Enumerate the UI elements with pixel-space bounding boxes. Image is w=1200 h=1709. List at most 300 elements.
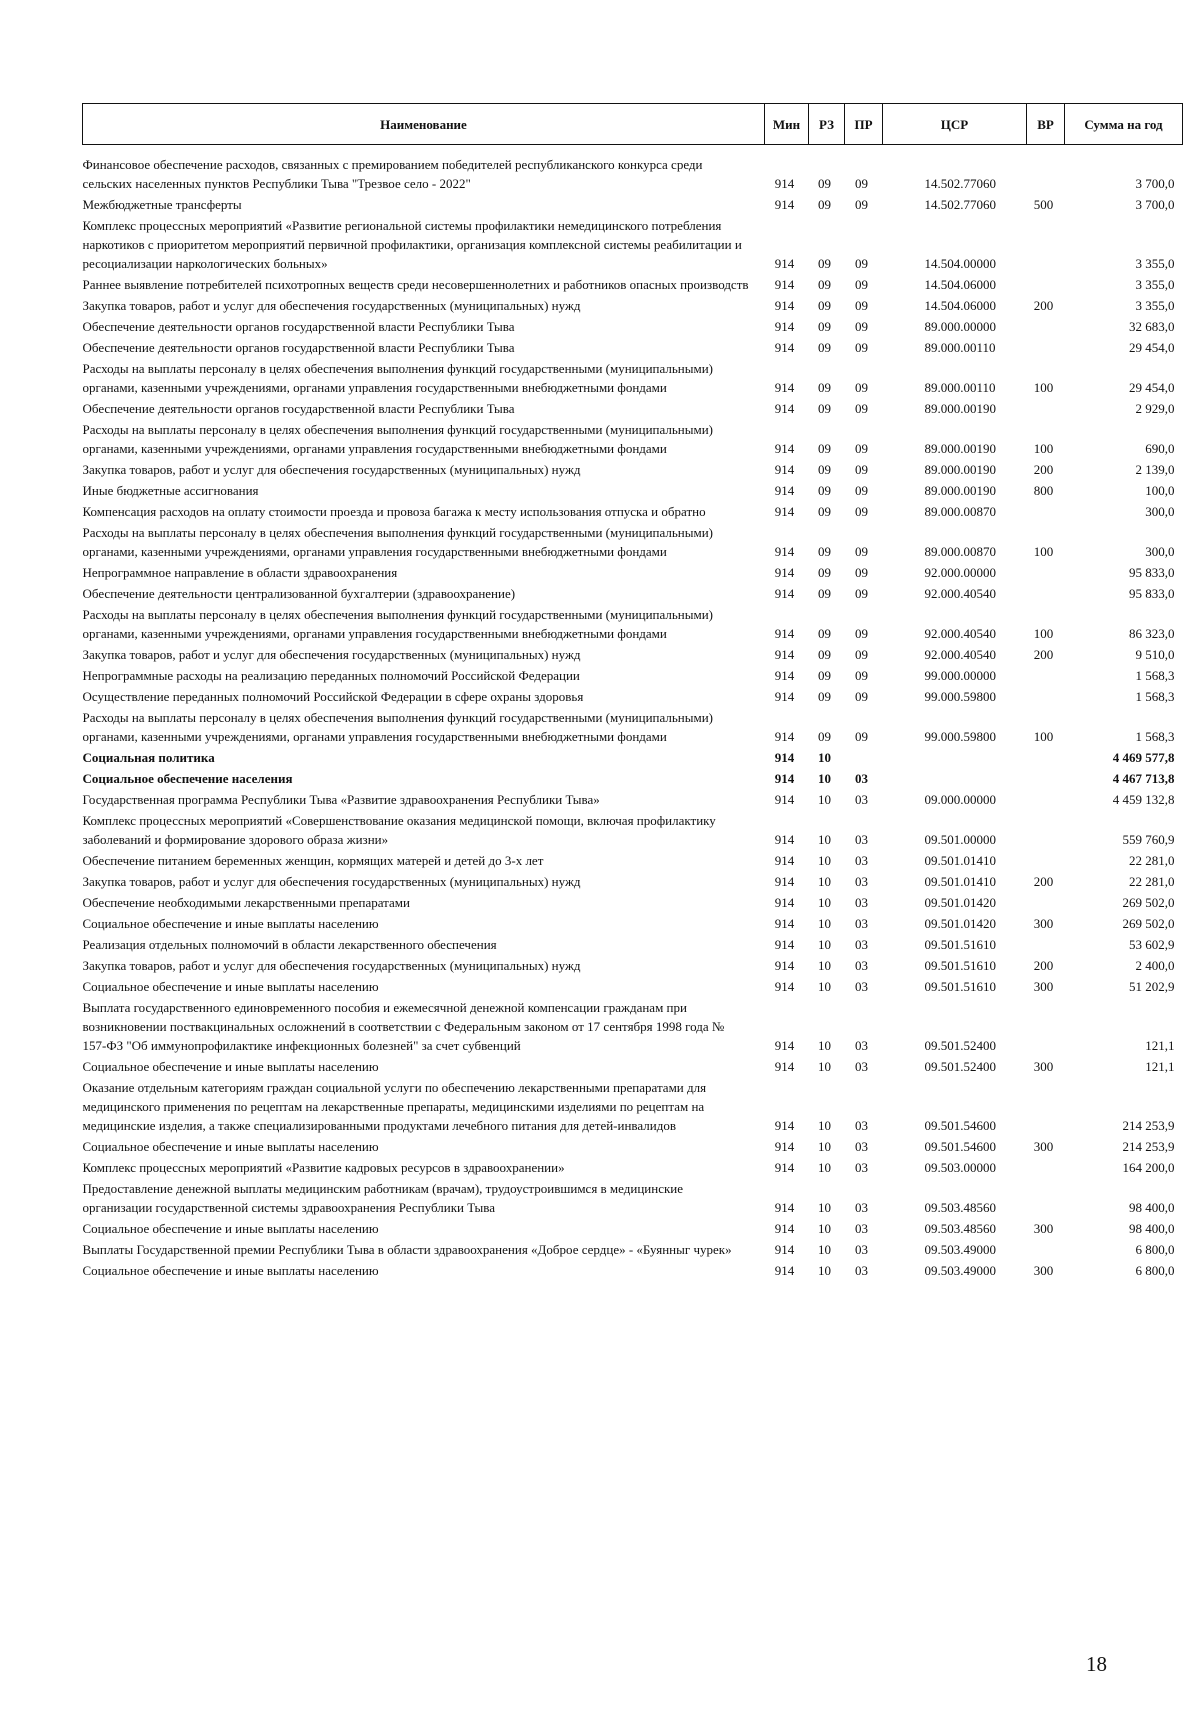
- cell-min: 914: [774, 1200, 795, 1215]
- cell-sum: 690,0: [1145, 441, 1175, 456]
- cell-pr: 03: [855, 916, 868, 931]
- table-row: [83, 747, 1183, 768]
- cell-min: 914: [774, 668, 795, 683]
- cell-csr: 89.000.00870: [924, 544, 996, 559]
- cell-vr: 100: [1033, 441, 1054, 456]
- header-min: Мин: [765, 104, 809, 145]
- cell-csr: 09.501.54600: [924, 1118, 996, 1133]
- cell-pr: 03: [855, 792, 868, 807]
- cell-csr: 92.000.40540: [924, 647, 996, 662]
- table-row: [83, 686, 1183, 707]
- cell-pr: 09: [855, 298, 868, 313]
- cell-sum: 214 253,9: [1122, 1139, 1175, 1154]
- table-row: [83, 1077, 1183, 1136]
- cell-csr: 09.501.01410: [924, 853, 996, 868]
- cell-pr: 03: [855, 853, 868, 868]
- cell-pr: 09: [855, 586, 868, 601]
- table-row: [83, 398, 1183, 419]
- cell-vr: [1027, 686, 1065, 707]
- cell-vr: 200: [1033, 462, 1054, 477]
- cell-rz: 10: [818, 771, 831, 786]
- cell-csr: 14.504.06000: [924, 277, 996, 292]
- cell-sum: 51 202,9: [1129, 979, 1175, 994]
- cell-vr: 100: [1033, 544, 1054, 559]
- cell-pr: 03: [855, 895, 868, 910]
- cell-vr: 300: [1033, 1221, 1054, 1236]
- header-rz: РЗ: [809, 104, 845, 145]
- cell-pr: 09: [855, 626, 868, 641]
- document-page: [82, 103, 1182, 1281]
- cell-sum: 214 253,9: [1122, 1118, 1175, 1133]
- cell-pr: 09: [855, 647, 868, 662]
- cell-vr: [1027, 562, 1065, 583]
- cell-rz: 10: [818, 958, 831, 973]
- cell-sum: 4 469 577,8: [1112, 750, 1175, 765]
- cell-csr: 09.501.54600: [924, 1139, 996, 1154]
- table-row: [83, 604, 1183, 644]
- cell-pr: 03: [855, 1200, 868, 1215]
- cell-csr: 09.503.00000: [924, 1160, 996, 1175]
- cell-min: 914: [774, 256, 795, 271]
- cell-csr: 14.504.00000: [924, 256, 996, 271]
- cell-pr: 03: [855, 874, 868, 889]
- cell-rz: 09: [818, 319, 831, 334]
- cell-min: 914: [774, 626, 795, 641]
- cell-min: 914: [774, 1118, 795, 1133]
- cell-vr: [1027, 789, 1065, 810]
- cell-name: Обеспечение деятельности органов государственной власти Республики Тыва: [82, 319, 515, 334]
- cell-csr: 92.000.40540: [924, 586, 996, 601]
- cell-name: Обеспечение питанием беременных женщин, кормящих матерей и детей до 3-х лет: [82, 853, 544, 868]
- cell-min: 914: [774, 298, 795, 313]
- cell-min: 914: [774, 401, 795, 416]
- cell-vr: [1027, 1157, 1065, 1178]
- cell-sum: 1 568,3: [1135, 668, 1175, 683]
- cell-rz: 10: [818, 792, 831, 807]
- cell-rz: 10: [818, 874, 831, 889]
- cell-vr: [1027, 215, 1065, 274]
- cell-name: Социальное обеспечение населения: [82, 771, 293, 786]
- cell-rz: 09: [818, 626, 831, 641]
- table-row: [83, 522, 1183, 562]
- cell-csr: 09.501.51610: [924, 979, 996, 994]
- page-number: 18: [1086, 1652, 1107, 1676]
- cell-csr: 14.502.77060: [924, 197, 996, 212]
- cell-sum: 3 700,0: [1135, 197, 1175, 212]
- cell-csr: 99.000.59800: [924, 689, 996, 704]
- cell-min: 914: [774, 319, 795, 334]
- cell-rz: 10: [818, 1118, 831, 1133]
- cell-csr: 92.000.40540: [924, 626, 996, 641]
- table-row: [83, 215, 1183, 274]
- cell-pr: 09: [855, 319, 868, 334]
- cell-name: Компенсация расходов на оплату стоимости проезда и провоза багажа к месту использования отпуска и обратно: [82, 504, 706, 519]
- cell-csr: 14.504.06000: [924, 298, 996, 313]
- cell-csr: [883, 768, 1027, 789]
- cell-sum: 98 400,0: [1129, 1221, 1175, 1236]
- cell-rz: 09: [818, 544, 831, 559]
- cell-rz: 10: [818, 1200, 831, 1215]
- cell-csr: 09.501.52400: [924, 1038, 996, 1053]
- cell-rz: 10: [818, 895, 831, 910]
- table-row: [83, 337, 1183, 358]
- cell-vr: 200: [1033, 647, 1054, 662]
- cell-min: 914: [774, 647, 795, 662]
- cell-vr: [1027, 768, 1065, 789]
- cell-rz: 09: [818, 504, 831, 519]
- cell-csr: 09.501.00000: [924, 832, 996, 847]
- header-vr: ВР: [1027, 104, 1065, 145]
- cell-csr: 89.000.00190: [924, 401, 996, 416]
- cell-name: Обеспечение деятельности органов государственной власти Республики Тыва: [82, 401, 515, 416]
- table-row: [83, 1178, 1183, 1218]
- cell-rz: 10: [818, 1038, 831, 1053]
- cell-rz: 09: [818, 441, 831, 456]
- cell-name: Иные бюджетные ассигнования: [82, 483, 259, 498]
- table-row: [83, 501, 1183, 522]
- table-row: [83, 583, 1183, 604]
- cell-sum: 95 833,0: [1129, 565, 1175, 580]
- cell-min: 914: [774, 853, 795, 868]
- cell-sum: 300,0: [1145, 544, 1175, 559]
- cell-sum: 164 200,0: [1122, 1160, 1175, 1175]
- cell-vr: [1027, 1077, 1065, 1136]
- table-row: [83, 768, 1183, 789]
- cell-vr: [1027, 850, 1065, 871]
- cell-csr: 09.503.49000: [924, 1263, 996, 1278]
- cell-name: Непрограммное направление в области здравоохранения: [82, 565, 398, 580]
- cell-vr: 300: [1033, 916, 1054, 931]
- table-row: [83, 1218, 1183, 1239]
- cell-sum: 29 454,0: [1129, 340, 1175, 355]
- cell-min: 914: [774, 792, 795, 807]
- cell-name: Реализация отдельных полномочий в области лекарственного обеспечения: [82, 937, 497, 952]
- cell-sum: 559 760,9: [1122, 832, 1175, 847]
- cell-rz: 10: [818, 1059, 831, 1074]
- cell-rz: 10: [818, 832, 831, 847]
- cell-sum: 3 700,0: [1135, 176, 1175, 191]
- cell-rz: 09: [818, 565, 831, 580]
- table-row: [83, 934, 1183, 955]
- cell-csr: 09.501.51610: [924, 937, 996, 952]
- cell-sum: 100,0: [1145, 483, 1175, 498]
- cell-pr: 09: [855, 729, 868, 744]
- table-row: [83, 997, 1183, 1056]
- table-row: [83, 1136, 1183, 1157]
- cell-vr: [1027, 997, 1065, 1056]
- cell-min: 914: [774, 729, 795, 744]
- cell-sum: 3 355,0: [1135, 256, 1175, 271]
- cell-min: 914: [774, 1242, 795, 1257]
- cell-min: 914: [774, 1160, 795, 1175]
- table-row: [83, 707, 1183, 747]
- cell-csr: 09.501.01410: [924, 874, 996, 889]
- cell-pr: 03: [855, 1221, 868, 1236]
- cell-sum: 3 355,0: [1135, 298, 1175, 313]
- cell-min: 914: [774, 937, 795, 952]
- cell-vr: [1027, 501, 1065, 522]
- cell-vr: 300: [1033, 1139, 1054, 1154]
- cell-vr: 200: [1033, 958, 1054, 973]
- cell-name: Закупка товаров, работ и услуг для обеспечения государственных (муниципальных) нужд: [82, 647, 581, 662]
- cell-csr: 89.000.00110: [924, 340, 996, 355]
- cell-pr: 09: [855, 401, 868, 416]
- cell-pr: 09: [855, 504, 868, 519]
- cell-pr: 09: [855, 340, 868, 355]
- cell-pr: 03: [855, 1242, 868, 1257]
- cell-csr: 89.000.00190: [924, 441, 996, 456]
- cell-min: 914: [774, 277, 795, 292]
- cell-min: 914: [774, 544, 795, 559]
- cell-min: 914: [774, 441, 795, 456]
- cell-csr: 89.000.00190: [924, 483, 996, 498]
- cell-sum: 6 800,0: [1135, 1242, 1175, 1257]
- cell-name: Закупка товаров, работ и услуг для обеспечения государственных (муниципальных) нужд: [82, 298, 581, 313]
- cell-vr: 100: [1033, 626, 1054, 641]
- table-row: [83, 145, 1183, 195]
- cell-name: Социальная политика: [82, 750, 215, 765]
- cell-vr: 800: [1033, 483, 1054, 498]
- cell-name: Социальное обеспечение и иные выплаты населению: [82, 1139, 379, 1154]
- table-row: [83, 850, 1183, 871]
- cell-min: 914: [774, 565, 795, 580]
- cell-name: Выплаты Государственной премии Республики Тыва в области здравоохранения «Доброе сердце» - «Буянныг чурек»: [82, 1242, 732, 1257]
- header-row: [83, 104, 1183, 145]
- cell-min: 914: [774, 895, 795, 910]
- cell-vr: [1027, 274, 1065, 295]
- cell-vr: 100: [1033, 380, 1054, 395]
- cell-csr: 99.000.00000: [924, 668, 996, 683]
- cell-rz: 10: [818, 1242, 831, 1257]
- cell-pr: 03: [855, 771, 868, 786]
- cell-min: 914: [774, 771, 795, 786]
- cell-csr: 92.000.00000: [924, 565, 996, 580]
- cell-vr: [1027, 337, 1065, 358]
- table-row: [83, 871, 1183, 892]
- cell-rz: 09: [818, 277, 831, 292]
- cell-pr: 03: [855, 1139, 868, 1154]
- cell-name: Расходы на выплаты персоналу в целях обеспечения выполнения функций государственными (муниципальными) органами, казенными учреждениями, органами управления государственными внебюджетными фондами: [82, 607, 714, 641]
- cell-name: Предоставление денежной выплаты медицинским работникам (врачам), трудоустроившимся в медицинские организации государственной системы здравоохранения Республики Тыва: [82, 1181, 684, 1215]
- cell-name: Социальное обеспечение и иные выплаты населению: [82, 916, 379, 931]
- cell-csr: 09.501.01420: [924, 916, 996, 931]
- cell-sum: 98 400,0: [1129, 1200, 1175, 1215]
- cell-rz: 10: [818, 1139, 831, 1154]
- cell-csr: 09.503.49000: [924, 1242, 996, 1257]
- cell-pr: 03: [855, 1038, 868, 1053]
- cell-min: 914: [774, 1139, 795, 1154]
- cell-sum: 121,1: [1145, 1059, 1175, 1074]
- table-header: [83, 104, 1183, 145]
- cell-name: Расходы на выплаты персоналу в целях обеспечения выполнения функций государственными (муниципальными) органами, казенными учреждениями, органами управления государственными внебюджетными фондами: [82, 361, 714, 395]
- cell-rz: 09: [818, 298, 831, 313]
- table-row: [83, 1239, 1183, 1260]
- cell-name: Расходы на выплаты персоналу в целях обеспечения выполнения функций государственными (муниципальными) органами, казенными учреждениями, органами управления государственными внебюджетными фондами: [82, 525, 714, 559]
- table-row: [83, 976, 1183, 997]
- table-row: [83, 810, 1183, 850]
- cell-pr: 09: [855, 565, 868, 580]
- cell-pr: 03: [855, 1059, 868, 1074]
- cell-min: 914: [774, 689, 795, 704]
- cell-sum: 1 568,3: [1135, 689, 1175, 704]
- cell-name: Межбюджетные трансферты: [82, 197, 242, 212]
- cell-rz: 09: [818, 689, 831, 704]
- cell-sum: 95 833,0: [1129, 586, 1175, 601]
- table-row: [83, 913, 1183, 934]
- cell-csr: 09.501.52400: [924, 1059, 996, 1074]
- cell-sum: 121,1: [1145, 1038, 1175, 1053]
- table-row: [83, 459, 1183, 480]
- cell-pr: 09: [855, 544, 868, 559]
- table-row: [83, 316, 1183, 337]
- cell-name: Закупка товаров, работ и услуг для обеспечения государственных (муниципальных) нужд: [82, 958, 581, 973]
- cell-csr: 09.501.01420: [924, 895, 996, 910]
- cell-csr: 09.501.51610: [924, 958, 996, 973]
- cell-sum: 4 459 132,8: [1112, 792, 1175, 807]
- table-body: [83, 145, 1183, 1282]
- cell-min: 914: [774, 958, 795, 973]
- cell-name: Непрограммные расходы на реализацию переданных полномочий Российской Федерации: [82, 668, 580, 683]
- cell-sum: 4 467 713,8: [1112, 771, 1175, 786]
- cell-name: Оказание отдельным категориям граждан социальной услуги по обеспечению лекарственными препаратами для медицинского применения по рецептам на лекарственные препараты, медицинскими изделиями по рецептам на медицинские изделия, а также специализированными продуктами лечебного питания для детей-инвалидов: [82, 1080, 707, 1133]
- cell-rz: 09: [818, 483, 831, 498]
- table-row: [83, 1260, 1183, 1281]
- cell-vr: 200: [1033, 298, 1054, 313]
- cell-min: 914: [774, 197, 795, 212]
- cell-pr: 09: [855, 483, 868, 498]
- cell-sum: 300,0: [1145, 504, 1175, 519]
- cell-pr: 03: [855, 1118, 868, 1133]
- cell-rz: 10: [818, 979, 831, 994]
- cell-min: 914: [774, 462, 795, 477]
- table-row: [83, 419, 1183, 459]
- cell-rz: 09: [818, 462, 831, 477]
- cell-name: Расходы на выплаты персоналу в целях обеспечения выполнения функций государственными (муниципальными) органами, казенными учреждениями, органами управления государственными внебюджетными фондами: [82, 710, 714, 744]
- cell-name: Социальное обеспечение и иные выплаты населению: [82, 1263, 379, 1278]
- cell-rz: 09: [818, 729, 831, 744]
- cell-vr: [1027, 145, 1065, 195]
- cell-sum: 86 323,0: [1129, 626, 1175, 641]
- header-sum: Сумма на год: [1065, 104, 1183, 145]
- cell-csr: 09.503.48560: [924, 1200, 996, 1215]
- cell-name: Социальное обеспечение и иные выплаты населению: [82, 979, 379, 994]
- cell-pr: 03: [855, 979, 868, 994]
- cell-rz: 09: [818, 197, 831, 212]
- cell-pr: 03: [855, 1263, 868, 1278]
- table-row: [83, 1056, 1183, 1077]
- table-row: [83, 644, 1183, 665]
- cell-vr: [1027, 810, 1065, 850]
- cell-rz: 10: [818, 937, 831, 952]
- cell-sum: 9 510,0: [1135, 647, 1175, 662]
- cell-sum: 2 139,0: [1135, 462, 1175, 477]
- cell-sum: 3 355,0: [1135, 277, 1175, 292]
- cell-min: 914: [774, 504, 795, 519]
- cell-name: Обеспечение деятельности централизованной бухгалтерии (здравоохранение): [82, 586, 516, 601]
- cell-vr: [1027, 316, 1065, 337]
- cell-sum: 29 454,0: [1129, 380, 1175, 395]
- cell-vr: [1027, 934, 1065, 955]
- cell-rz: 10: [818, 750, 831, 765]
- cell-name: Комплекс процессных мероприятий «Совершенствование оказания медицинской помощи, включая профилактику заболеваний и формирование здорового образа жизни»: [82, 813, 716, 847]
- cell-vr: 100: [1033, 729, 1054, 744]
- cell-name: Финансовое обеспечение расходов, связанных с премированием победителей республиканского конкурса среди сельских населенных пунктов Республики Тыва "Трезвое село - 2022": [82, 157, 703, 191]
- cell-pr: 09: [855, 689, 868, 704]
- cell-sum: 269 502,0: [1122, 916, 1175, 931]
- cell-name: Государственная программа Республики Тыва «Развитие здравоохранения Республики Тыва»: [82, 792, 600, 807]
- cell-csr: 89.000.00000: [924, 319, 996, 334]
- cell-name: Социальное обеспечение и иные выплаты населению: [82, 1221, 379, 1236]
- cell-pr: 09: [855, 277, 868, 292]
- cell-vr: 200: [1033, 874, 1054, 889]
- cell-name: Обеспечение необходимыми лекарственными препаратами: [82, 895, 410, 910]
- cell-csr: 89.000.00110: [924, 380, 996, 395]
- cell-rz: 10: [818, 1263, 831, 1278]
- cell-name: Комплекс процессных мероприятий «Развитие кадровых ресурсов в здравоохранении»: [82, 1160, 565, 1175]
- cell-name: Социальное обеспечение и иные выплаты населению: [82, 1059, 379, 1074]
- cell-min: 914: [774, 1263, 795, 1278]
- cell-rz: 09: [818, 380, 831, 395]
- cell-pr: 09: [855, 441, 868, 456]
- table-row: [83, 789, 1183, 810]
- cell-vr: [1027, 583, 1065, 604]
- cell-rz: 09: [818, 586, 831, 601]
- header-name: Наименование: [83, 104, 765, 145]
- cell-min: 914: [774, 176, 795, 191]
- cell-pr: 09: [855, 176, 868, 191]
- cell-vr: [1027, 398, 1065, 419]
- cell-rz: 10: [818, 916, 831, 931]
- cell-vr: 300: [1033, 1263, 1054, 1278]
- cell-sum: 2 400,0: [1135, 958, 1175, 973]
- cell-vr: [1027, 1239, 1065, 1260]
- cell-rz: 10: [818, 1221, 831, 1236]
- cell-sum: 32 683,0: [1129, 319, 1175, 334]
- table-row: [83, 892, 1183, 913]
- cell-csr: 09.503.48560: [924, 1221, 996, 1236]
- cell-rz: 10: [818, 853, 831, 868]
- table-row: [83, 194, 1183, 215]
- cell-csr: 99.000.59800: [924, 729, 996, 744]
- cell-rz: 09: [818, 401, 831, 416]
- cell-rz: 09: [818, 668, 831, 683]
- cell-min: 914: [774, 832, 795, 847]
- cell-rz: 09: [818, 340, 831, 355]
- cell-pr: [845, 747, 883, 768]
- cell-sum: 1 568,3: [1135, 729, 1175, 744]
- cell-min: 914: [774, 1221, 795, 1236]
- cell-min: 914: [774, 874, 795, 889]
- table-row: [83, 955, 1183, 976]
- cell-vr: [1027, 892, 1065, 913]
- cell-rz: 10: [818, 1160, 831, 1175]
- table-row: [83, 358, 1183, 398]
- cell-sum: 2 929,0: [1135, 401, 1175, 416]
- table-row: [83, 480, 1183, 501]
- cell-vr: 500: [1033, 197, 1054, 212]
- cell-rz: 09: [818, 647, 831, 662]
- table-row: [83, 562, 1183, 583]
- cell-vr: [1027, 747, 1065, 768]
- cell-pr: 03: [855, 937, 868, 952]
- cell-pr: 09: [855, 462, 868, 477]
- cell-pr: 09: [855, 197, 868, 212]
- cell-csr: 89.000.00870: [924, 504, 996, 519]
- cell-sum: 22 281,0: [1129, 853, 1175, 868]
- cell-min: 914: [774, 483, 795, 498]
- cell-name: Раннее выявление потребителей психотропных веществ среди несовершеннолетних и работников опасных производств: [82, 277, 749, 292]
- cell-name: Выплата государственного единовременного пособия и ежемесячной денежной компенсации гражданам при возникновении поствакцинальных осложнений в соответствии с Федеральным законом от 17 сентября 1998 года № 157-ФЗ "Об иммунопрофилактике инфекционных болезней" за счет субвенций: [82, 1000, 725, 1053]
